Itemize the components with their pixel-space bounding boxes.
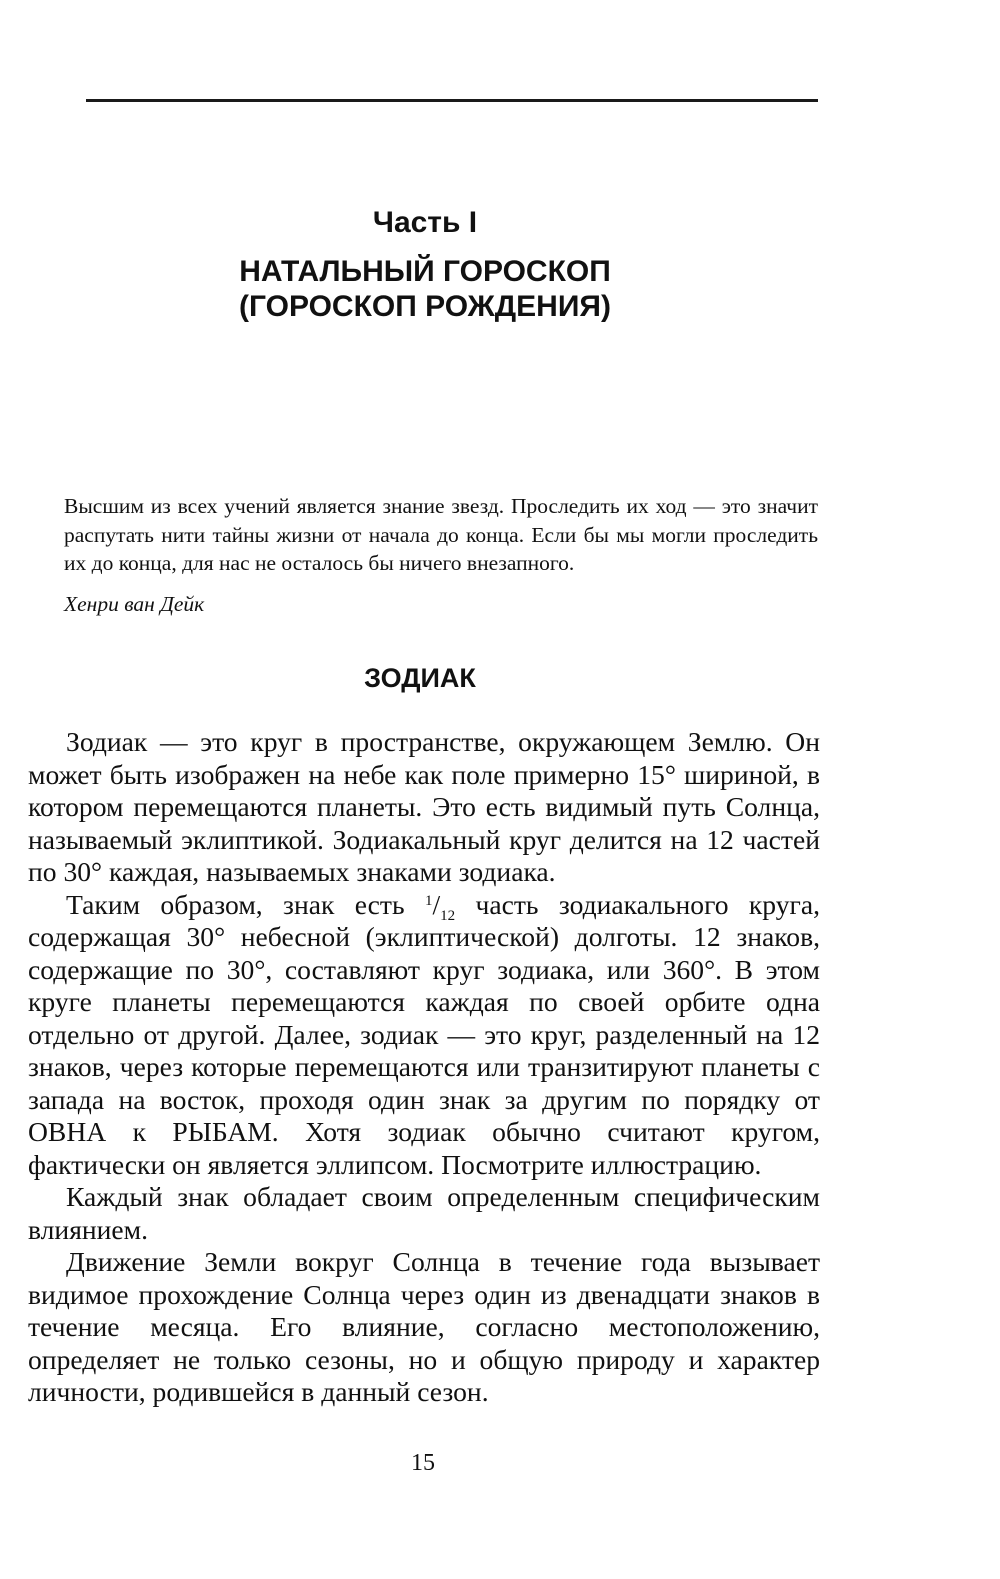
epigraph-text: Высшим из всех учений является знание звезд. Проследить их ход — это значит распутать нити тайны жизни от начала до конца. Если бы мы могли проследить их до конца, для нас не осталось бы ничего внезапного. xyxy=(64,494,818,575)
section-title: ЗОДИАК xyxy=(364,663,476,693)
page-number: 15 xyxy=(411,1450,435,1476)
fraction-denominator: 12 xyxy=(440,907,456,924)
fraction-numerator: 1 xyxy=(424,892,433,909)
part-subtitle xyxy=(0,254,850,324)
part-subtitle-line-1: НАТАЛЬНЫЙ ГОРОСКОП xyxy=(239,255,611,288)
body-paragraph-4: Движение Земли вокруг Солнца в течение года вызывает видимое прохождение Солнца через один из двенадцати знаков в течение месяца. Его влияние, согласно местоположению, определяет не только сезоны, но и общую природу и характер личности, родившейся в данный сезон. xyxy=(28,1246,820,1407)
part-title: Часть I xyxy=(372,206,478,239)
paragraph-2-start: Таким образом, знак есть xyxy=(66,888,405,920)
body-text xyxy=(28,726,820,1409)
body-paragraph-1: Зодиак — это круг в пространстве, окружающем Землю. Он может быть изображен на небе как поле примерно 15° шириной, в котором перемещаются планеты. Это есть видимый путь Солнца, называемый эклиптикой. Зодиакальный круг делится на 12 частей по 30° каждая, называемых знаками зодиака. xyxy=(28,726,820,887)
paragraph-2-rest: часть зодиакального круга, содержащая 30° небесной (эклиптической) долготы. 12 знаков, содержащие по 30°, составляют круг зодиака, или 360°. В этом круге планеты перемещаются каждая по своей орбите одна отдельно от другой. Далее, зодиак — это круг, разделенный на 12 знаков, через которые перемещаются или транзитируют планеты с запада на восток, проходя один знак за другим по порядку от ОВНА к РЫБАМ. Хотя зодиак обычно считают кругом, фактически он является эллипсом. Посмотрите иллюстрацию. xyxy=(28,888,820,1180)
part-subtitle-line-2: (ГОРОСКОП РОЖДЕНИЯ) xyxy=(239,290,611,323)
epigraph-author: Хенри ван Дейк xyxy=(64,591,205,616)
epigraph xyxy=(64,492,818,618)
header-rule xyxy=(86,99,818,102)
body-paragraph-3: Каждый знак обладает своим определенным специфическим влиянием. xyxy=(28,1181,820,1245)
body-paragraph-2 xyxy=(28,889,820,1182)
fraction-slash: / xyxy=(432,888,441,920)
